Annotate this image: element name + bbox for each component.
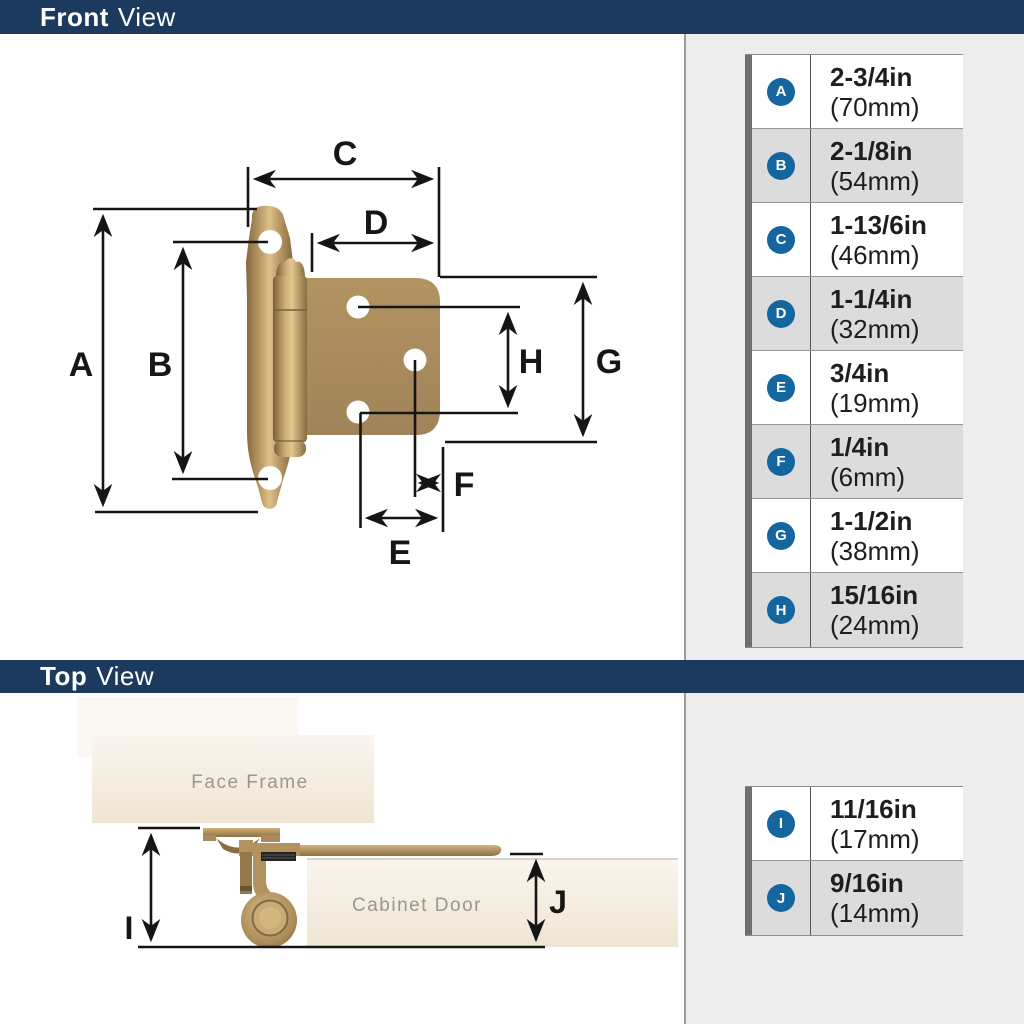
dimension-mm: (54mm)	[830, 165, 920, 196]
dim-label-c: C	[332, 135, 358, 173]
table-row	[752, 55, 963, 129]
table-row	[752, 861, 963, 935]
table-row	[752, 277, 963, 351]
dimension-mm: (70mm)	[830, 91, 920, 122]
top-view-diagram	[0, 693, 685, 1024]
dim-label-f: F	[453, 466, 475, 504]
top-view-title-bold: Top	[40, 661, 88, 691]
dimension-mm: (6mm)	[830, 461, 906, 492]
badge-cell	[752, 787, 811, 860]
badge-cell	[752, 425, 811, 498]
front-view-banner	[0, 0, 1024, 34]
front-view-diagram	[0, 34, 685, 660]
badge-cell	[752, 277, 811, 350]
spring-slot	[261, 852, 296, 861]
front-dimensions-table	[745, 54, 963, 648]
hinge-barrel	[273, 276, 307, 442]
dimension-mm: (32mm)	[830, 313, 920, 344]
dimension-inches: 2-3/4in	[830, 61, 913, 92]
face-frame-label: Face Frame	[191, 772, 309, 793]
badge-cell	[752, 861, 811, 935]
dimension-inches: 3/4in	[830, 357, 890, 388]
hinge-barrel-bottom	[274, 440, 306, 457]
hinge-flange-tab	[203, 835, 216, 841]
table-accent-bar	[745, 787, 752, 935]
dim-label-a: A	[68, 346, 94, 384]
dimension-mm: (17mm)	[830, 823, 920, 854]
letter-badge: I	[767, 810, 795, 838]
top-view-banner	[0, 660, 1024, 693]
dimension-mm: (46mm)	[830, 239, 920, 270]
dimension-inches: 1-13/6in	[830, 209, 927, 240]
letter-badge: E	[767, 374, 795, 402]
front-view-title	[40, 2, 176, 33]
hinge-barrel-core	[259, 907, 281, 929]
badge-cell	[752, 351, 811, 424]
dimension-inches: 1-1/2in	[830, 505, 913, 536]
cabinet-door-label: Cabinet Door	[352, 895, 482, 916]
badge-cell	[752, 55, 811, 128]
letter-badge: C	[767, 226, 795, 254]
dim-label-g: G	[595, 343, 623, 381]
dimension-inches: 11/16in	[830, 793, 917, 824]
table-row	[752, 787, 963, 861]
letter-badge: A	[767, 78, 795, 106]
dim-label-j: J	[549, 884, 567, 920]
dimension-inches: 1-1/4in	[830, 283, 913, 314]
hinge-flange-tab	[261, 835, 280, 842]
top-dimensions-table	[745, 786, 963, 936]
letter-badge: B	[767, 152, 795, 180]
dimension-mm: (19mm)	[830, 387, 920, 418]
badge-cell	[752, 129, 811, 202]
hinge-arm-seam	[240, 886, 252, 891]
dim-label-d: D	[363, 204, 389, 242]
dimension-inches: 1/4in	[830, 431, 890, 462]
dimension-inches: 9/16in	[830, 868, 904, 898]
table-accent-bar	[745, 55, 752, 647]
table-row	[752, 129, 963, 203]
letter-badge: D	[767, 300, 795, 328]
letter-badge: J	[767, 884, 795, 912]
letter-badge: G	[767, 522, 795, 550]
dim-label-e: E	[388, 534, 412, 572]
table-row	[752, 351, 963, 425]
front-view-title-bold: Front	[40, 1, 109, 32]
hinge-front-illustration	[246, 206, 440, 509]
table-row	[752, 203, 963, 277]
top-view-title	[40, 661, 154, 692]
top-view-title-rest: View	[96, 661, 155, 691]
dim-label-h: H	[518, 343, 544, 381]
dim-label-b: B	[147, 346, 173, 384]
table-row	[752, 499, 963, 573]
badge-cell	[752, 573, 811, 647]
dimension-mm: (14mm)	[830, 898, 920, 928]
letter-badge: H	[767, 596, 795, 624]
front-view-title-rest: View	[117, 1, 176, 32]
hinge-wing-bar	[300, 845, 501, 856]
dimension-mm: (24mm)	[830, 610, 920, 640]
dimension-inches: 2-1/8in	[830, 135, 913, 166]
dimension-inches: 15/16in	[830, 580, 919, 610]
dimension-mm: (38mm)	[830, 535, 920, 566]
badge-cell	[752, 203, 811, 276]
table-row	[752, 425, 963, 499]
letter-badge: F	[767, 448, 795, 476]
dim-label-i: I	[124, 910, 134, 946]
badge-cell	[752, 499, 811, 572]
table-row	[752, 573, 963, 647]
